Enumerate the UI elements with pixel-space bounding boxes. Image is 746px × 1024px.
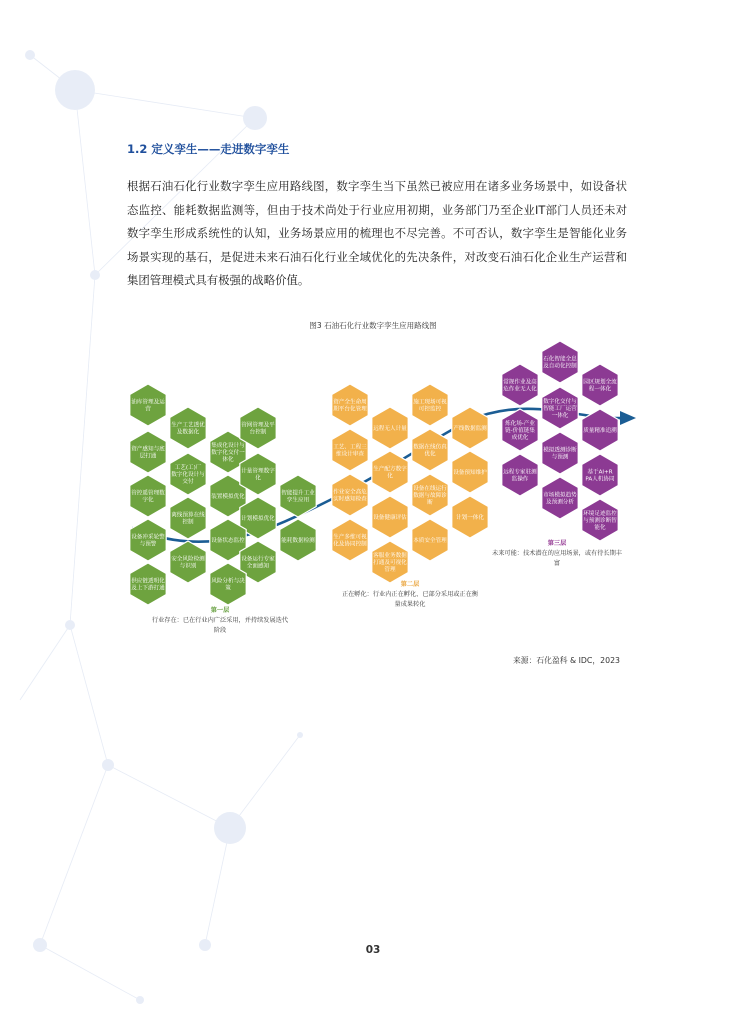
layer1-hex-label: 生产工艺透优及数据化 [171,422,205,436]
layer1-hex-label: 装置模拟优化 [211,494,245,500]
layer1-hex-label: 集成化设计与数字化交付一体化 [211,443,245,463]
layer2-hex-label: 设备预知维护 [453,470,487,476]
layer3-hex-label: 远程专家驻测监操作 [503,469,537,483]
layer1-desc: 行业存在：已在行业内广泛采用，并持续发展迭代阶段 [151,617,289,634]
layer1-hex-label: 工艺(工)厂数字化设计与交付 [171,465,205,485]
layer3-hex-label: 质量精准追溯 [583,428,617,434]
layer3-name: 第三层 [547,540,567,547]
source-note: 来源：石化盈科 & IDC，2023 [512,656,620,665]
layer1-hex-label: 离线预算在线控制 [171,512,205,526]
layer3-hex-label: 基于AI+R PA人机协同 [585,469,615,483]
layer2-hex-label: 生产配方数字化 [373,466,407,480]
layer1-hex-label: 风险分析与决策 [211,578,245,592]
layer2-hex-label: 工艺、工程三维设计审查 [333,444,367,458]
layer1-hex-label: 智能提升工业孪生应用 [281,490,315,504]
layer3-hex-label: 模拟透测诊断与预测 [543,447,577,461]
layer1-hex-label: 设备冲采轮警与预警 [131,534,165,548]
layer1-hex-label: 设备运行专家全面感知 [241,556,275,570]
layer2-hex-label: 计划一体化 [456,515,484,521]
layer2-hex-label: 数据在线仿真优化 [413,444,447,458]
layer1-hex-label: 设备状态监控 [211,538,245,544]
layer3-hex-label: 园区规划全流程一体化 [583,379,617,393]
layer2-desc: 正在孵化：行业内正在孵化、已部分采用或正在衡量成果转化 [341,591,479,608]
layer2-hex-label: 作业安全高危实时感知检查 [333,489,367,503]
layer2-name: 第二层 [400,581,420,588]
layer3-hex-label: 市场模拟趋势及预测分析 [543,492,577,506]
layer2-hex-label: 设备在线运行数据与故障诊断 [413,486,447,506]
layer1-hex-label: 资产感知与底层打通 [131,446,165,460]
layer1-hex-label: 管控遥管理数字化 [131,490,165,504]
layer2-hex-label: 产线数据监测 [453,426,487,432]
layer2-hex-label: 客服业务数据打通及可视化管理 [373,553,407,573]
layer1-caption [150,606,290,636]
layer1-name: 第一层 [210,607,230,614]
layer2-hex-label: 设备健康评估 [373,515,407,521]
layer2-hex-label: 远程无人计量 [373,426,407,432]
layer2-hex-label: 施工现场可视可控监控 [413,399,447,413]
roadmap-arrowhead [620,411,636,425]
body-paragraph: 根据石油石化行业数字孪生应用路线图，数字孪生当下虽然已被应用在诸多业务场景中，如设备状态监控、能耗数据监测等，但由于技术尚处于行业应用初期，业务部门乃至企业IT部门人员还未对数字孪生形成系统性的认知，业务场景应用的梳理也不尽完善。不可否认，数字孪生是智能化业务场景实现的基石，是促进未来石油石化行业全域优化的先决条件，对改变石油石化企业生产运营和集团管理模式具有极强的战略价值。 [127,179,627,287]
layer1-hex-label: 供应链透明化及上下游打通 [131,578,165,592]
layer3-caption [492,539,622,569]
figure-title: 图3 石油石化行业数字孪生应用路线图 [309,321,437,330]
layer3-desc: 未来可能：技术潜在的应用场景，或有待长期丰富 [492,550,622,567]
section-title: 1.2 定义孪生——走进数字孪生 [127,142,290,156]
layer3-hex-label: 数字化交付与智能工厂运营一体化 [543,399,577,419]
layer2-hex-label: 生产多维可视化及协同控制 [333,534,367,548]
layer2-caption [340,580,480,610]
layer3-hex-label: 环境足迹监控与预测诊断智能化 [583,511,617,531]
layer1-hex-label: 安全风险检测与识别 [171,556,205,570]
layer1-hex-label: 计量管理数字化 [241,468,275,482]
layer1-hex-label: 能耗数据检测 [281,538,315,544]
page-number: 03 [365,944,381,956]
layer1-hex-label: 计划模拟优化 [241,516,275,522]
layer1-hex-label: 管网管理及平台控制 [241,422,275,436]
layer3-hex-label: 炼化场-产业链-价值链集成优化 [505,421,535,441]
layer3-hex-label: 常规作业及高危作业无人化 [503,379,537,393]
layer1-hex-label: 油库管理及运营 [131,399,165,413]
layer2-hex-label: 本质安全管理 [413,538,447,544]
layer3-hex-label: 石化智能全息及自动化控制 [543,356,577,370]
layer2-hex-label: 资产全生命周期平台化管理 [333,399,367,413]
